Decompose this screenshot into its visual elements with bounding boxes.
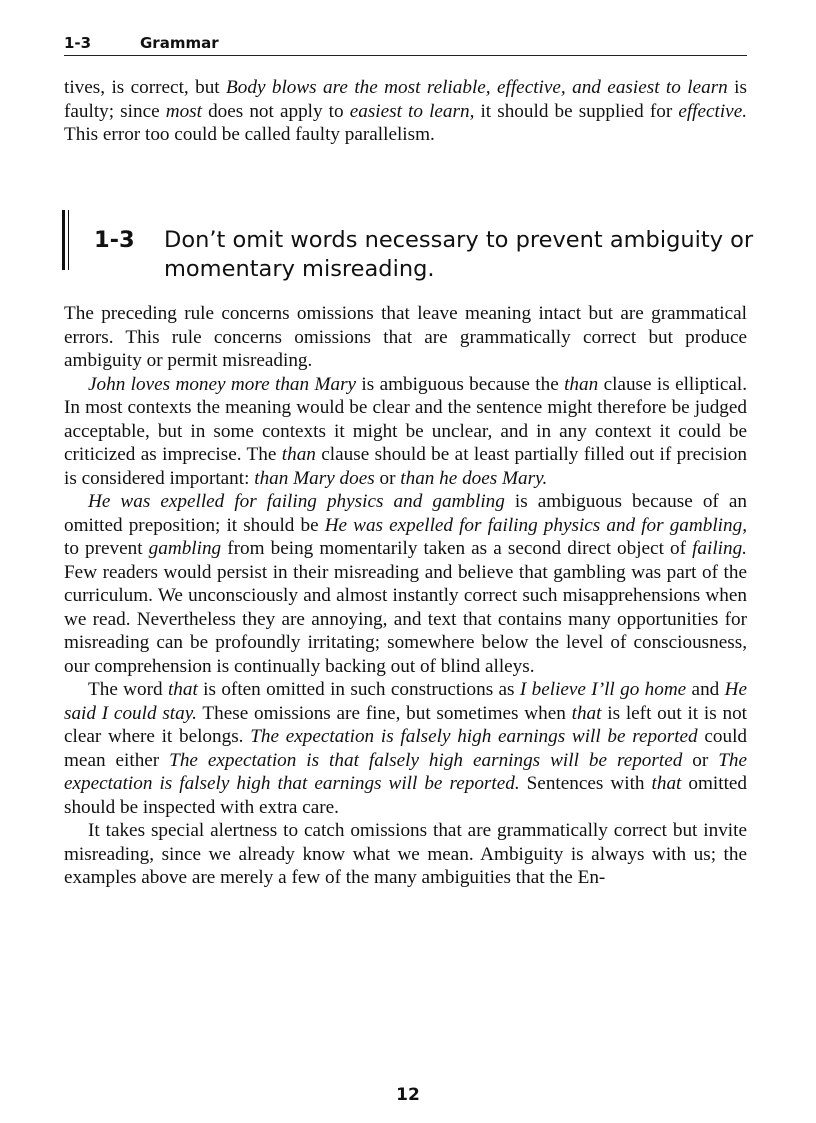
text-run: omitted should be inspected with extra care. [64, 773, 748, 818]
text-run: These omissions are fine, but sometimes when [196, 702, 572, 724]
text-run: Few readers would persist in their misreading and believe that gambling was part of the curriculum. We unconsciously and almost instantly correct such misapprehensions when we read. Nevertheless they are annoying, and text that contains many opportunities for misreading can be profoundly irritating; somewhere below the level of consciousness, our comprehension is continually backing out of blind alleys. [64, 561, 747, 677]
example-sentence: The expectation is that falsely high earnings will be reported [169, 749, 683, 771]
text-run: does not apply to [201, 100, 350, 122]
paragraph [64, 678, 747, 819]
example-word: most [165, 100, 202, 122]
text-run: to prevent [64, 538, 149, 559]
example-sentence: The expectation is falsely high that earnings will be reported. [64, 749, 748, 794]
page-number: 12 [396, 1085, 420, 1105]
running-head-section: 1-3 [64, 34, 92, 52]
example-sentence: The expectation is falsely high earnings will be reported [250, 726, 698, 747]
text-run: is left out it is not clear where it belongs. [64, 702, 747, 747]
text-run: could mean either [64, 726, 747, 771]
text-run: or [682, 749, 719, 771]
text-run: it should be supplied for [474, 100, 679, 122]
rule-marker-bar [62, 210, 69, 270]
running-head-title: Grammar [140, 34, 219, 52]
example-word: than [281, 444, 316, 465]
example-sentence: I believe I’ll go home [519, 679, 687, 700]
example-word: that [651, 773, 682, 794]
example-word: gambling [148, 538, 222, 559]
example-word: that [167, 679, 198, 700]
text-run: from being momentarily taken as a second direct object of [221, 538, 693, 559]
running-head [64, 34, 747, 56]
text-run: This error too could be called faulty parallelism. [64, 124, 435, 145]
rule-heading [94, 226, 754, 284]
text-run: Sentences with [519, 773, 652, 794]
text-run: is ambiguous because the [356, 373, 565, 395]
text-run: clause is elliptical. In most contexts the meaning would be clear and the sentence might therefore be judged acceptable, but in some contexts it might be unclear, and in any context it could be criticized as imprecise. The [64, 373, 747, 465]
text-run: tives, is correct, but [64, 77, 227, 98]
paragraph: It takes special alertness to catch omissions that are grammatically correct but invite misreading, since we already know what we mean. Ambiguity is always with us; the examples above are merely a few of the many ambiguities that the En- [64, 820, 747, 888]
example-sentence: He was expelled for failing physics and gambling [88, 491, 505, 512]
example-sentence: Body blows are the most reliable, effective, and easiest to learn [226, 77, 728, 98]
body-text [64, 302, 747, 890]
text-run: is often omitted in such constructions as [197, 679, 520, 700]
example-sentence: He was expelled for failing physics and for gambling, [324, 514, 747, 536]
text-run: The word [88, 679, 168, 700]
text-run: is faulty; since [64, 77, 747, 122]
example-word: failing. [692, 538, 747, 559]
text-run: is ambiguous because of an omitted preposition; it should be [64, 491, 747, 536]
example-sentence: John loves money more than Mary [88, 373, 357, 395]
example-phrase: than Mary does [254, 467, 375, 489]
text-run: clause should be at least partially filled out if precision is considered important: [64, 444, 747, 489]
example-word: than [564, 373, 599, 395]
paragraph [64, 373, 747, 491]
example-phrase: easiest to learn, [349, 100, 475, 122]
example-word: that [571, 702, 602, 724]
text-run: and [686, 679, 725, 700]
rule-number: 1-3 [94, 227, 135, 253]
example-word: effective. [678, 100, 748, 122]
example-phrase: than he does Mary. [400, 467, 548, 489]
paragraph: The preceding rule concerns omissions that leave meaning intact but are grammatical errors. This rule concerns omissions that are grammatically correct but produce ambiguity or permit misreading. [64, 303, 747, 371]
example-sentence: He said I could stay. [64, 679, 747, 724]
intro-paragraph [64, 76, 747, 147]
text-run: or [374, 467, 401, 489]
paragraph [64, 490, 747, 678]
rule-title: Don’t omit words necessary to prevent ambiguity or momentary misreading. [164, 227, 754, 282]
